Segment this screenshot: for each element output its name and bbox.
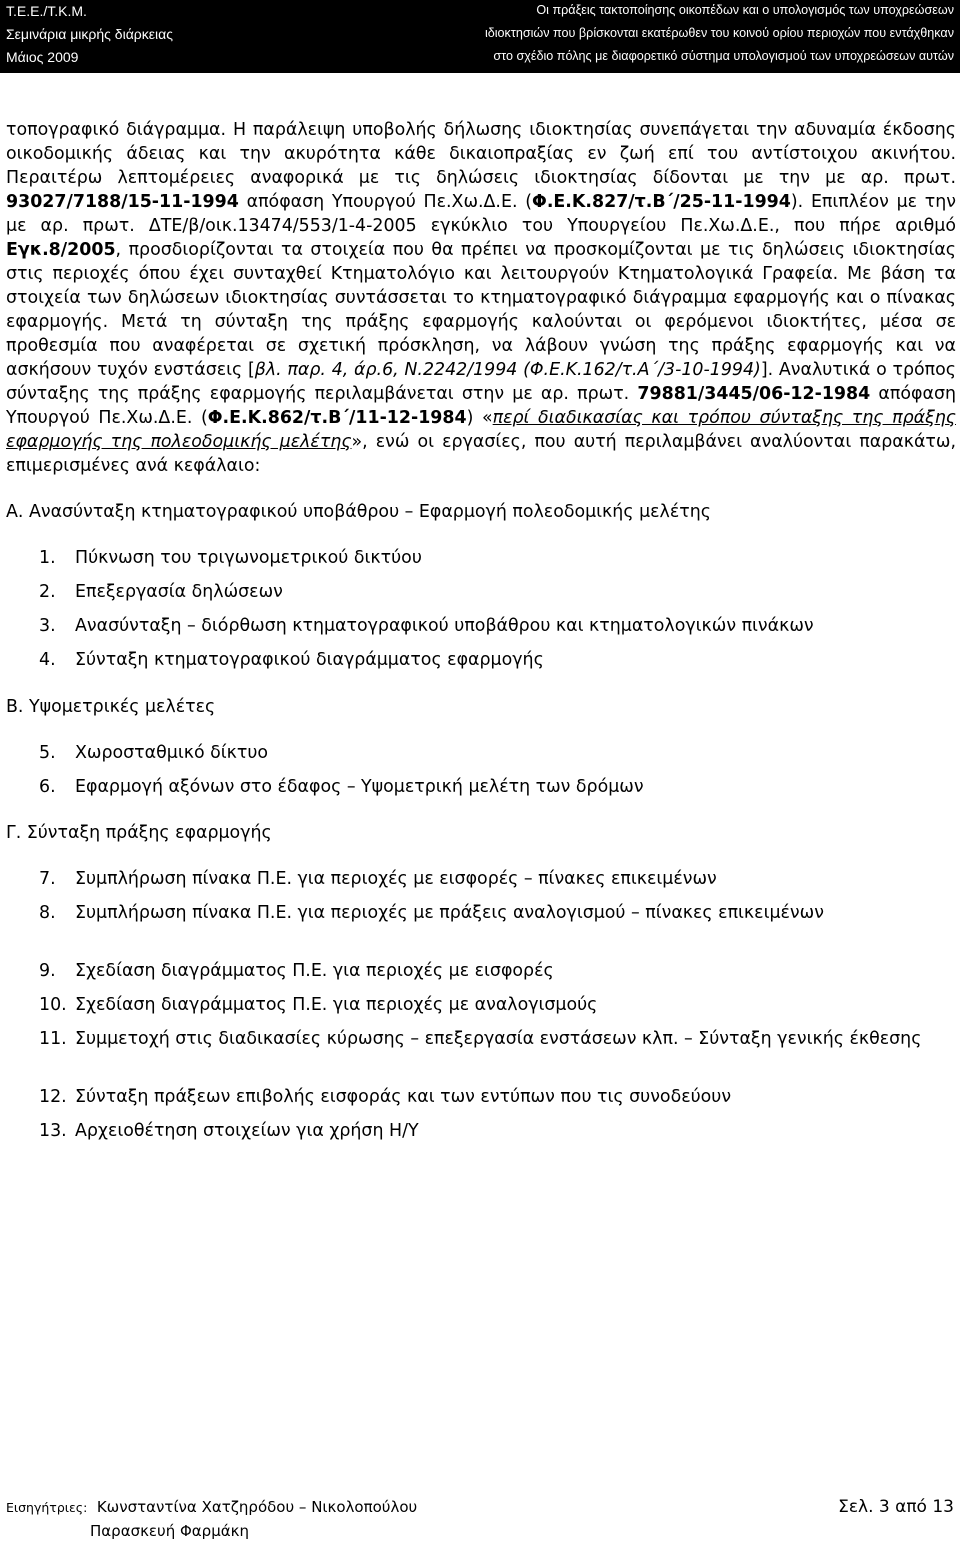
item-text: Ανασύνταξη – διόρθωση κτηματογραφικού υποβάθρου και κτηματολογικών πινάκων (75, 616, 814, 636)
item-text: Σύνταξη κτηματογραφικού διαγράμματος εφαρμογής (75, 650, 544, 670)
gazette-ref: Φ.Ε.Κ.827/τ.Β΄/25-11-1994 (532, 192, 791, 212)
section-c-list (6, 867, 956, 1153)
item-number: 9. (39, 961, 56, 981)
item-text: Χωροσταθμικό δίκτυο (75, 743, 269, 763)
list-item (6, 959, 956, 993)
header-org: Τ.Ε.Ε./Τ.Κ.Μ. (6, 3, 87, 19)
text-run: ) « (466, 408, 493, 428)
list-item (6, 1119, 956, 1153)
header-title-line-2: ιδιοκτησιών που βρίσκονται εκατέρωθεν του κοινού ορίου περιοχών που εντάχθηκαν (484, 26, 954, 40)
item-number: 10. (39, 995, 67, 1015)
header-date: Μάιος 2009 (6, 49, 79, 65)
list-item (6, 546, 956, 580)
item-text: Αρχειοθέτηση στοιχείων για χρήση Η/Υ (75, 1121, 419, 1141)
item-number: 3. (39, 616, 56, 636)
gazette-ref: Φ.Ε.Κ.862/τ.Β΄/11-12-1984 (207, 408, 467, 428)
circular-number: Εγκ.8/2005 (6, 240, 116, 260)
item-text: Σχεδίαση διαγράμματος Π.Ε. για περιοχές με αναλογισμούς (75, 995, 598, 1015)
list-item (6, 741, 956, 775)
item-number: 1. (39, 548, 56, 568)
item-number: 6. (39, 777, 56, 797)
item-text: Σχεδίαση διαγράμματος Π.Ε. για περιοχές με εισφορές (75, 961, 554, 981)
item-text: Συμπλήρωση πίνακα Π.Ε. για περιοχές με εισφορές – πίνακες επικειμένων (75, 869, 717, 889)
section-b-list (6, 741, 956, 809)
text-run: , προσδιορίζονται τα στοιχεία που θα πρέπει να προσκομίζονται με τις δηλώσεις ιδιοκτησίας στις περιοχές όπου έχει συνταχθεί Κτηματολόγιο και λειτουργούν Κτηματολογικά Γραφεία. Με βάση τα στοιχεία των δηλώσεων ιδιοκτησίας συντάσσεται το κτηματογραφικό διάγραμμα εφαρμογής και ο πίνακας εφαρμογής. Μετά τη σύνταξη της πράξης εφαρμογής καλούνται οι φερόμενοι ιδιοκτήτες, μέσα σε προθεσμία που αναφέρεται σε σχετική πρόσκληση, να λάβουν γνώση της πράξης εφαρμογής και να ασκήσουν τυχόν ενστάσεις [ (6, 240, 956, 380)
list-item (6, 1027, 956, 1085)
intro-paragraph (6, 118, 956, 478)
document-body (6, 118, 956, 1153)
item-text: Εφαρμογή αξόνων στο έδαφος – Υψομετρική μελέτη των δρόμων (75, 777, 644, 797)
page-header (0, 0, 960, 73)
header-title-line-3: στο σχέδιο πόλης με διαφορετικό σύστημα υπολογισμού των υποχρεώσεων αυτών (493, 49, 954, 63)
text-run: ]. Αναλυτικά ο τρόπος σύνταξης της πράξης εφαρμογής περιλαμβάνεται στην με αρ. πρωτ. (6, 360, 956, 404)
page-number: Σελ. 3 από 13 (838, 1497, 954, 1517)
item-text: Συμμετοχή στις διαδικασίες κύρωσης – επεξεργασία ενστάσεων κλπ. – Σύνταξη γενικής έκθεσης (75, 1029, 922, 1049)
text-run: τοπογραφικό διάγραμμα. Η παράλειψη υποβολής δήλωσης ιδιοκτησίας συνεπάγεται την αδυναμία έκδοσης οικοδομικής άδειας και την ακυρότητα κάθε δικαιοπραξίας εν ζωή επί του αντίστοιχου ακινήτου. Περαιτέρω λεπτομέρειες αναφορικά με τις δηλώσεις ιδιοκτησίας δίδονται με την με αρ. πρωτ. (6, 120, 956, 188)
list-item (6, 614, 956, 648)
item-number: 7. (39, 869, 56, 889)
section-heading-b: Β. Υψομετρικές μελέτες (6, 697, 216, 717)
law-ref: βλ. παρ. 4, άρ.6, Ν.2242/1994 (Φ.Ε.Κ.162/τ.Α΄/3-10-1994) (254, 360, 761, 380)
decision-number: 93027/7188/15-11-1994 (6, 192, 239, 212)
item-number: 4. (39, 650, 56, 670)
item-text: Σύνταξη πράξεων επιβολής εισφοράς και των εντύπων που τις συνοδεύουν (75, 1087, 732, 1107)
item-number: 2. (39, 582, 56, 602)
list-item (6, 775, 956, 809)
decision-title: περί διαδικασίας και τρόπου σύνταξης της πράξης εφαρμογής της πολεοδομικής μελέτης (6, 408, 956, 452)
item-text: Πύκνωση του τριγωνομετρικού δικτύου (75, 548, 422, 568)
list-item (6, 901, 956, 959)
text-run: απόφαση Υπουργού Πε.Χω.Δ.Ε. ( (6, 384, 956, 428)
footer-label: Εισηγήτριες: (6, 1500, 88, 1515)
text-run: », ενώ οι εργασίες, που αυτή περιλαμβάνει αναλύονται παρακάτω, επιμερισμένες ανά κεφάλαιο: (6, 432, 956, 476)
list-item (6, 648, 956, 682)
item-number: 11. (39, 1029, 67, 1049)
item-number: 13. (39, 1121, 67, 1141)
decision-number: 79881/3445/06-12-1984 (637, 384, 871, 404)
section-heading-a: Α. Ανασύνταξη κτηματογραφικού υποβάθρου – Εφαρμογή πολεοδομικής μελέτης (6, 502, 711, 522)
header-title-line-1: Οι πράξεις τακτοποίησης οικοπέδων και ο υπολογισμός των υποχρεώσεων (536, 3, 954, 17)
header-seminar: Σεμινάρια μικρής διάρκειας (6, 26, 173, 42)
item-number: 12. (39, 1087, 67, 1107)
section-a-list (6, 546, 956, 682)
section-heading-c: Γ. Σύνταξη πράξης εφαρμογής (6, 823, 272, 843)
item-number: 8. (39, 903, 56, 923)
text-run: απόφαση Υπουργού Πε.Χω.Δ.Ε. ( (238, 192, 533, 212)
list-item (6, 993, 956, 1027)
footer-authors (6, 1495, 417, 1520)
list-item (6, 1085, 956, 1119)
list-item (6, 867, 956, 901)
text-run: ). Επιπλέον με την με αρ. πρωτ. ΔΤΕ/β/οικ.13474/553/1-4-2005 εγκύκλιο του Υπουργείου Πε.Χω.Δ.Ε., που πήρε αριθμό (6, 192, 956, 236)
item-text: Επεξεργασία δηλώσεων (75, 582, 283, 602)
item-text: Συμπλήρωση πίνακα Π.Ε. για περιοχές με πράξεις αναλογισμού – πίνακες επικειμένων (75, 903, 824, 923)
author-name-2: Παρασκευή Φαρμάκη (90, 1522, 249, 1540)
list-item (6, 580, 956, 614)
author-name: Κωνσταντίνα Χατζηρόδου – Νικολοπούλου (96, 1498, 418, 1516)
item-number: 5. (39, 743, 56, 763)
